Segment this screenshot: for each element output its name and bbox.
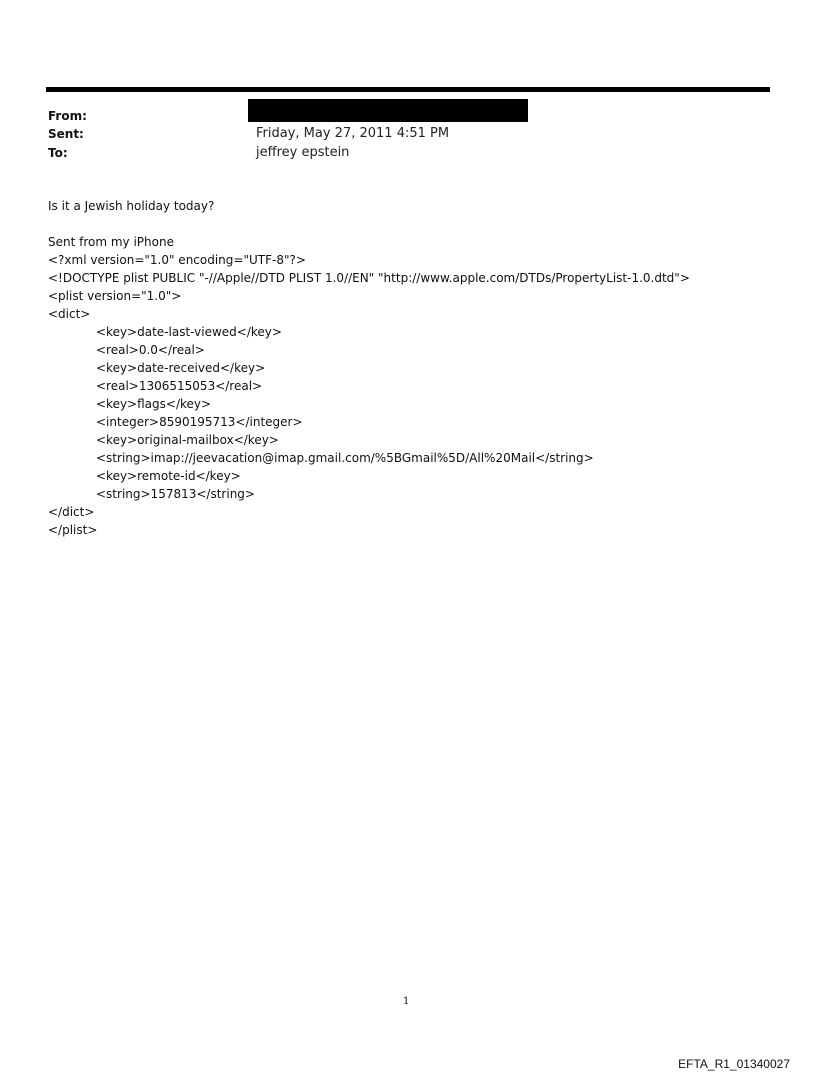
from-redaction — [248, 99, 528, 122]
plist-line: <dict> — [48, 307, 91, 321]
plist-line: <integer>8590195713</integer> — [96, 415, 303, 429]
header-rule — [46, 87, 770, 92]
sent-label: Sent: — [48, 127, 84, 141]
from-label: From: — [48, 109, 87, 123]
bates-number: EFTA_R1_01340027 — [678, 1057, 790, 1071]
plist-line: <key>date-last-viewed</key> — [96, 325, 282, 339]
signature-text: Sent from my iPhone — [48, 235, 174, 249]
plist-line: <string>imap://jeevacation@imap.gmail.com/%5BGmail%5D/All%20Mail</string> — [96, 451, 594, 465]
plist-line: <plist version="1.0"> — [48, 289, 182, 303]
page-number: 1 — [403, 996, 410, 1007]
plist-line: <key>date-received</key> — [96, 361, 266, 375]
to-value: jeffrey epstein — [256, 145, 350, 160]
plist-line: </plist> — [48, 523, 98, 537]
plist-line: <!DOCTYPE plist PUBLIC "-//Apple//DTD PLIST 1.0//EN" "http://www.apple.com/DTDs/PropertyList-1.0.dtd"> — [48, 271, 690, 285]
message-text: Is it a Jewish holiday today? — [48, 199, 215, 213]
to-label: To: — [48, 146, 68, 160]
plist-line: </dict> — [48, 505, 95, 519]
plist-line: <key>remote-id</key> — [96, 469, 241, 483]
plist-line: <key>flags</key> — [96, 397, 212, 411]
plist-line: <?xml version="1.0" encoding="UTF-8"?> — [48, 253, 306, 267]
plist-line: <real>0.0</real> — [96, 343, 205, 357]
sent-value: Friday, May 27, 2011 4:51 PM — [256, 126, 450, 141]
plist-line: <key>original-mailbox</key> — [96, 433, 279, 447]
plist-line: <string>157813</string> — [96, 487, 255, 501]
plist-line: <real>1306515053</real> — [96, 379, 263, 393]
